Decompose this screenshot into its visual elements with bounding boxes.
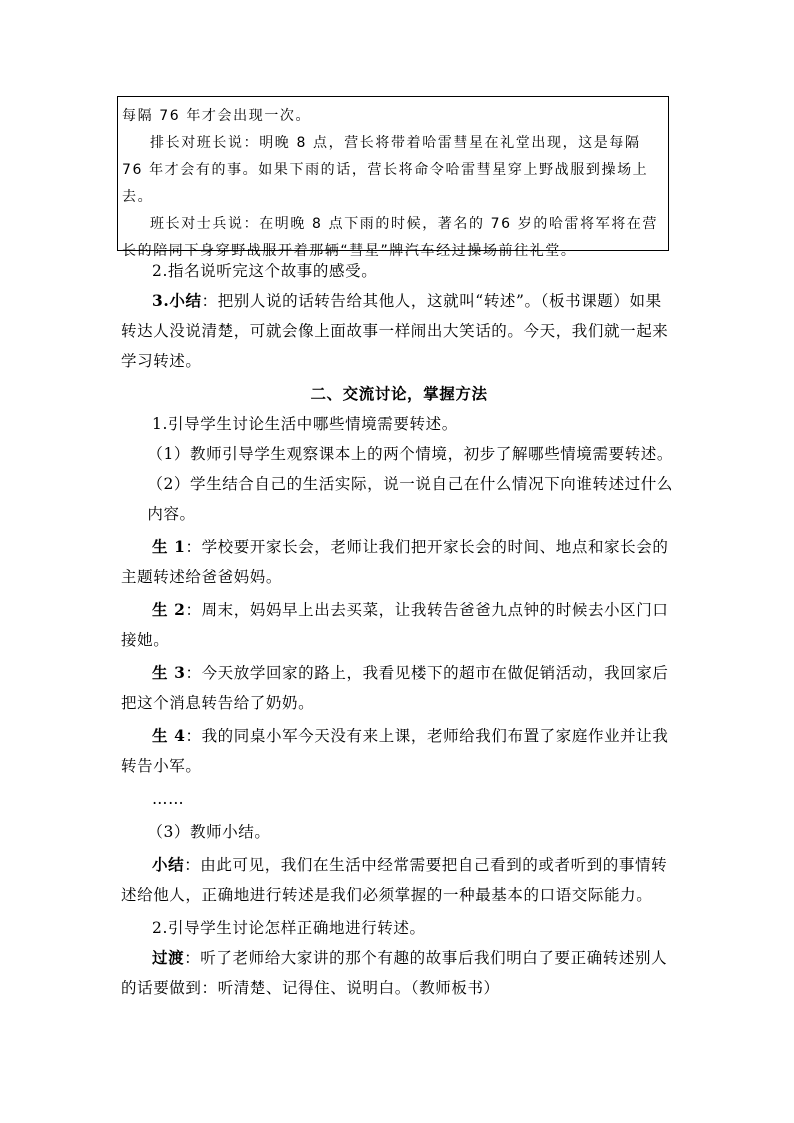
student-label-1: 生 1 [152, 537, 186, 556]
transition-text: ：听了老师给大家讲的那个有趣的故事后我们明白了要正确转述别人的话要做到：听清楚、记得住、说明白。（教师板书） [121, 949, 668, 997]
story-box [117, 96, 669, 259]
student-label-4: 生 4 [152, 726, 186, 745]
section-title: 二、交流讨论，掌握方法 [310, 384, 488, 403]
student-text-3: ：今天放学回家的路上，我看见楼下的超市在做促销活动，我回家后把这个消息转告给了奶奶。 [121, 664, 669, 712]
ellipsis: …… [152, 790, 185, 808]
student-label-2: 生 2 [152, 600, 186, 619]
step-3-label: 3.小结 [152, 291, 202, 310]
item-1: 1.引导学生讨论生活中哪些情境需要转述。 [152, 415, 458, 433]
student-answer-3 [121, 658, 677, 718]
step-2: 2.指名说听完这个故事的感受。 [152, 262, 378, 280]
step-3 [121, 286, 677, 376]
student-answer-4 [121, 721, 677, 781]
sub-item-1: （1）教师引导学生观察课本上的两个情境，初步了解哪些情境需要转述。 [147, 445, 674, 463]
student-text-1: ：学校要开家长会，老师让我们把开家长会的时间、地点和家长会的主题转述给爸爸妈妈。 [121, 538, 669, 586]
summary [121, 850, 677, 910]
sub-item-2: （2）学生结合自己的生活实际，说一说自己在什么情况下向谁转述过什么内容。 [147, 475, 674, 523]
step-3-text: ：把别人说的话转告给其他人，这就叫“转述”。（板书课题）如果转达人没说清楚，可就会像上面故事一样闹出大笑话的。今天，我们就一起来学习转述。 [121, 292, 669, 370]
story-paragraph-3: 班长对士兵说：在明晚 8 点下雨的时候，著名的 76 岁的哈雷将军将在营长的陪同下身穿野战服开着那辆“彗星”牌汽车经过操场前往礼堂。 [122, 216, 659, 259]
student-label-3: 生 3 [152, 663, 186, 682]
summary-text: ：由此可见，我们在生活中经常需要把自己看到的或者听到的事情转述给他人，正确地进行转述是我们必须掌握的一种最基本的口语交际能力。 [121, 856, 668, 904]
lesson-body [121, 256, 677, 1006]
student-text-4: ：我的同桌小军今天没有来上课，老师给我们布置了家庭作业并让我转告小军。 [121, 727, 669, 775]
item-2: 2.引导学生讨论怎样正确地进行转述。 [152, 919, 426, 937]
sub-item-3: （3）教师小结。 [147, 823, 271, 841]
story-line-1: 每隔 76 年才会出现一次。 [122, 108, 312, 124]
student-text-2: ：周末，妈妈早上出去买菜，让我转告爸爸九点钟的时候去小区门口接她。 [121, 601, 669, 649]
transition [121, 943, 677, 1003]
transition-label: 过渡 [152, 948, 185, 967]
student-answer-2 [121, 595, 677, 655]
summary-label: 小结 [152, 855, 185, 874]
story-paragraph-2: 排长对班长说：明晚 8 点，营长将带着哈雷彗星在礼堂出现，这是每隔 76 年才会有的事。如果下雨的话，营长将命令哈雷彗星穿上野战服到操场上去。 [122, 135, 649, 205]
student-answer-1 [121, 532, 677, 592]
